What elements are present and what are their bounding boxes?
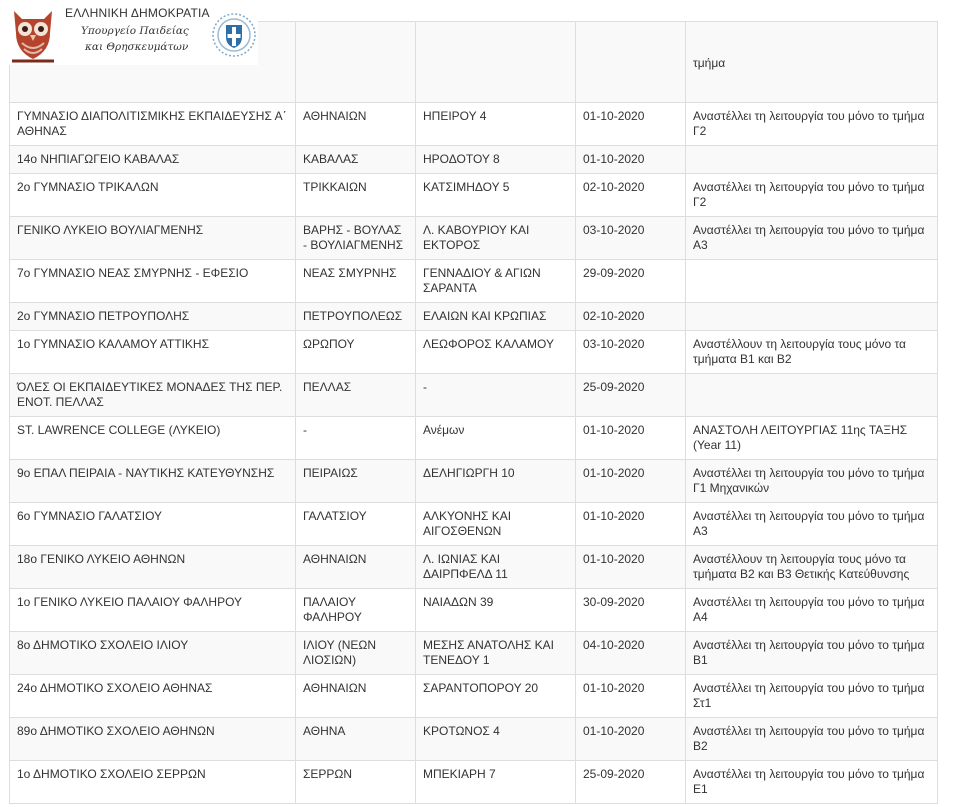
cell-municipality: ΠΕΙΡΑΙΩΣ	[296, 460, 416, 503]
cell-municipality: ΠΑΛΑΙΟΥ ΦΑΛΗΡΟΥ	[296, 589, 416, 632]
cell-municipality: -	[296, 417, 416, 460]
school-suspensions-table	[9, 21, 938, 804]
cell-note: Αναστέλλει τη λειτουργία του μόνο το τμήμα Στ1	[686, 675, 938, 718]
cell-address: ΕΛΑΙΩΝ ΚΑΙ ΚΡΩΠΙΑΣ	[416, 303, 576, 331]
cell-note: Αναστέλλει τη λειτουργία του μόνο το τμήμα Ε1	[686, 761, 938, 804]
cell-note: Αναστέλλει τη λειτουργία του μόνο το τμήμα Α4	[686, 589, 938, 632]
cell-school: 1ο ΓΥΜΝΑΣΙΟ ΚΑΛΑΜΟΥ ΑΤΤΙΚΗΣ	[10, 331, 296, 374]
cell-address: ΚΡΟΤΩΝΟΣ 4	[416, 718, 576, 761]
cell-address: -	[416, 374, 576, 417]
ministry-name-line1: Υπουργείο Παιδείας	[81, 25, 189, 37]
table-row	[10, 589, 938, 632]
table-row	[10, 460, 938, 503]
table-row	[10, 174, 938, 217]
cell-note	[686, 146, 938, 174]
cell-municipality: ΚΑΒΑΛΑΣ	[296, 146, 416, 174]
cell-note: Αναστέλλει τη λειτουργία του μόνο το τμήμα Γ2	[686, 174, 938, 217]
cell-note: τμήμα	[686, 22, 938, 103]
table-row	[10, 761, 938, 804]
cell-address: ΗΡΟΔΟΤΟΥ 8	[416, 146, 576, 174]
cell-address	[416, 22, 576, 103]
cell-municipality: ΒΑΡΗΣ - ΒΟΥΛΑΣ - ΒΟΥΛΙΑΓΜΕΝΗΣ	[296, 217, 416, 260]
cell-date: 01-10-2020	[576, 503, 686, 546]
cell-school: ΓΥΜΝΑΣΙΟ ΔΙΑΠΟΛΙΤΙΣΜΙΚΗΣ ΕΚΠΑΙΔΕΥΣΗΣ Α΄ ΑΘΗΝΑΣ	[10, 103, 296, 146]
cell-address: ΓΕΝΝΑΔΙΟΥ & ΑΓΙΩΝ ΣΑΡΑΝΤΑ	[416, 260, 576, 303]
cell-address: ΗΠΕΙΡΟΥ 4	[416, 103, 576, 146]
cell-school: 7ο ΓΥΜΝΑΣΙΟ ΝΕΑΣ ΣΜΥΡΝΗΣ - ΕΦΕΣΙΟ	[10, 260, 296, 303]
cell-address: Ανέμων	[416, 417, 576, 460]
cell-municipality: ΠΕΛΛΑΣ	[296, 374, 416, 417]
cell-municipality	[296, 22, 416, 103]
cell-address: Λ. ΚΑΒΟΥΡΙΟΥ ΚΑΙ ΕΚΤΟΡΟΣ	[416, 217, 576, 260]
table-row	[10, 260, 938, 303]
table-row	[10, 303, 938, 331]
cell-municipality: ΣΕΡΡΩΝ	[296, 761, 416, 804]
cell-date: 02-10-2020	[576, 303, 686, 331]
cell-school: ΓΕΝΙΚΟ ΛΥΚΕΙΟ ΒΟΥΛΙΑΓΜΕΝΗΣ	[10, 217, 296, 260]
cell-date: 25-09-2020	[576, 761, 686, 804]
cell-note: ΑΝΑΣΤΟΛΗ ΛΕΙΤΟΥΡΓΙΑΣ 11ης ΤΑΞΗΣ (Year 11)	[686, 417, 938, 460]
table-row	[10, 632, 938, 675]
cell-note: Αναστέλλουν τη λειτουργία τους μόνο τα τμήματα Β1 και Β2	[686, 331, 938, 374]
cell-municipality: ΝΕΑΣ ΣΜΥΡΝΗΣ	[296, 260, 416, 303]
cell-school: 8ο ΔΗΜΟΤΙΚΟ ΣΧΟΛΕΙΟ ΙΛΙΟΥ	[10, 632, 296, 675]
cell-school: 2ο ΓΥΜΝΑΣΙΟ ΠΕΤΡΟΥΠΟΛΗΣ	[10, 303, 296, 331]
cell-date	[576, 22, 686, 103]
cell-municipality: ΑΘΗΝΑΙΩΝ	[296, 675, 416, 718]
cell-school: 9ο ΕΠΑΛ ΠΕΙΡΑΙΑ - ΝΑΥΤΙΚΗΣ ΚΑΤΕΥΘΥΝΣΗΣ	[10, 460, 296, 503]
table-row	[10, 146, 938, 174]
cell-date: 25-09-2020	[576, 374, 686, 417]
cell-note: Αναστέλλει τη λειτουργία του μόνο το τμήμα Α3	[686, 503, 938, 546]
cell-note: Αναστέλλει τη λειτουργία του μόνο το τμήμα Β2	[686, 718, 938, 761]
cell-school: 18ο ΓΕΝΙΚΟ ΛΥΚΕΙΟ ΑΘΗΝΩΝ	[10, 546, 296, 589]
cell-school: ST. LAWRENCE COLLEGE (ΛΥΚΕΙΟ)	[10, 417, 296, 460]
cell-municipality: ΩΡΩΠΟΥ	[296, 331, 416, 374]
cell-date: 01-10-2020	[576, 417, 686, 460]
table-row	[10, 546, 938, 589]
cell-note	[686, 303, 938, 331]
cell-municipality: ΠΕΤΡΟΥΠΟΛΕΩΣ	[296, 303, 416, 331]
cell-address: ΣΑΡΑΝΤΟΠΟΡΟΥ 20	[416, 675, 576, 718]
cell-note: Αναστέλλει τη λειτουργία του μόνο το τμήμα Α3	[686, 217, 938, 260]
cell-municipality: ΓΑΛΑΤΣΙΟΥ	[296, 503, 416, 546]
table-row	[10, 103, 938, 146]
table-row	[10, 217, 938, 260]
table-row	[10, 417, 938, 460]
cell-note: Αναστέλλουν τη λειτουργία τους μόνο τα τμήματα Β2 και Β3 Θετικής Κατεύθυνσης	[686, 546, 938, 589]
cell-municipality: ΑΘΗΝΑΙΩΝ	[296, 103, 416, 146]
owl-logo-icon	[8, 3, 58, 65]
cell-date: 03-10-2020	[576, 331, 686, 374]
cell-address: ΛΕΩΦΟΡΟΣ ΚΑΛΑΜΟΥ	[416, 331, 576, 374]
cell-date: 02-10-2020	[576, 174, 686, 217]
cell-address: ΑΛΚΥΟΝΗΣ ΚΑΙ ΑΙΓΟΣΘΕΝΩΝ	[416, 503, 576, 546]
cell-note	[686, 260, 938, 303]
cell-date: 30-09-2020	[576, 589, 686, 632]
cell-school: 1ο ΔΗΜΟΤΙΚΟ ΣΧΟΛΕΙΟ ΣΕΡΡΩΝ	[10, 761, 296, 804]
cell-note: Αναστέλλει τη λειτουργία του μόνο το τμήμα Γ2	[686, 103, 938, 146]
cell-school: 2ο ΓΥΜΝΑΣΙΟ ΤΡΙΚΑΛΩΝ	[10, 174, 296, 217]
cell-note: Αναστέλλει τη λειτουργία του μόνο το τμήμα Β1	[686, 632, 938, 675]
cell-school: 89ο ΔΗΜΟΤΙΚΟ ΣΧΟΛΕΙΟ ΑΘΗΝΩΝ	[10, 718, 296, 761]
cell-date: 04-10-2020	[576, 632, 686, 675]
cell-date: 01-10-2020	[576, 146, 686, 174]
table-row	[10, 675, 938, 718]
cell-address: ΝΑΙΑΔΩΝ 39	[416, 589, 576, 632]
table-row	[10, 374, 938, 417]
cell-address: ΜΠΕΚΙΑΡΗ 7	[416, 761, 576, 804]
cell-municipality: ΑΘΗΝΑ	[296, 718, 416, 761]
cell-note: Αναστέλλει τη λειτουργία του μόνο το τμήμα Γ1 Μηχανικών	[686, 460, 938, 503]
cell-school: ΌΛΕΣ ΟΙ ΕΚΠΑΙΔΕΥΤΙΚΕΣ ΜΟΝΑΔΕΣ ΤΗΣ ΠΕΡ. ΕΝΟΤ. ΠΕΛΛΑΣ	[10, 374, 296, 417]
cell-municipality: ΙΛΙΟΥ (ΝΕΩΝ ΛΙΟΣΙΩΝ)	[296, 632, 416, 675]
country-name: ΕΛΛΗΝΙΚΗ ΔΗΜΟΚΡΑΤΙΑ	[65, 6, 210, 20]
cell-municipality: ΑΘΗΝΑΙΩΝ	[296, 546, 416, 589]
cell-school: 6ο ΓΥΜΝΑΣΙΟ ΓΑΛΑΤΣΙΟΥ	[10, 503, 296, 546]
cell-note	[686, 374, 938, 417]
cell-date: 29-09-2020	[576, 260, 686, 303]
table-row	[10, 503, 938, 546]
cell-address: ΔΕΛΗΓΙΩΡΓΗ 10	[416, 460, 576, 503]
cell-date: 01-10-2020	[576, 460, 686, 503]
ministry-header	[8, 3, 258, 65]
cell-municipality: ΤΡΙΚΚΑΙΩΝ	[296, 174, 416, 217]
cell-address: ΚΑΤΣΙΜΗΔΟΥ 5	[416, 174, 576, 217]
cell-address: ΜΕΣΗΣ ΑΝΑΤΟΛΗΣ ΚΑΙ ΤΕΝΕΔΟΥ 1	[416, 632, 576, 675]
cell-date: 01-10-2020	[576, 718, 686, 761]
cell-date: 01-10-2020	[576, 675, 686, 718]
cell-school: 1ο ΓΕΝΙΚΟ ΛΥΚΕΙΟ ΠΑΛΑΙΟΥ ΦΑΛΗΡΟΥ	[10, 589, 296, 632]
ministry-name-line2: και Θρησκευμάτων	[85, 41, 189, 53]
cell-date: 01-10-2020	[576, 546, 686, 589]
greek-coat-of-arms-icon	[212, 13, 256, 57]
cell-date: 03-10-2020	[576, 217, 686, 260]
cell-date: 01-10-2020	[576, 103, 686, 146]
table-row	[10, 331, 938, 374]
cell-school: 14ο ΝΗΠΙΑΓΩΓΕΙΟ ΚΑΒΑΛΑΣ	[10, 146, 296, 174]
cell-address: Λ. ΙΩΝΙΑΣ ΚΑΙ ΔΑΙΡΠΦΕΛΔ 11	[416, 546, 576, 589]
cell-school: 24ο ΔΗΜΟΤΙΚΟ ΣΧΟΛΕΙΟ ΑΘΗΝΑΣ	[10, 675, 296, 718]
table-row	[10, 718, 938, 761]
